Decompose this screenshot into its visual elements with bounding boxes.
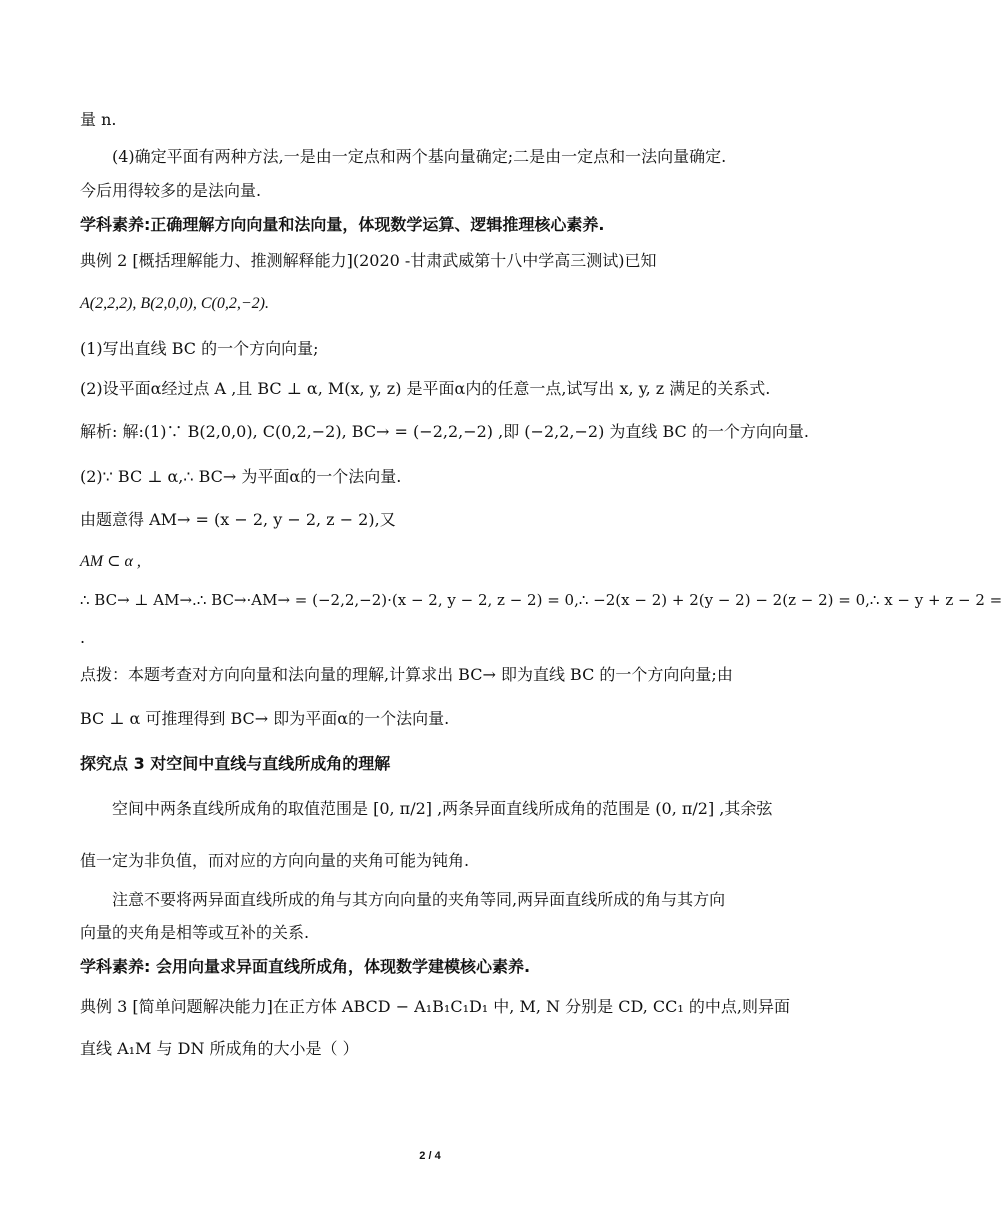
math-line: A(2,2,2), B(2,0,0), C(0,2,−2). [80,295,269,312]
text-line: 点拨：本题考查对方向向量和法向量的理解,计算求出 BC→ 即为直线 BC 的一个方向向量;由 [80,665,733,684]
example-heading: 典例 2 [概括理解能力、推测解释能力](2020 -甘肃武威第十八中学高三测试)已知 [80,251,657,270]
text-line: 注意不要将两异面直线所成的角与其方向向量的夹角等同,两异面直线所成的角与其方向 [112,890,726,909]
text-line: 直线 A₁M 与 DN 所成角的大小是（ ） [80,1039,359,1058]
example-heading: 典例 3 [简单问题解决能力]在正方体 ABCD − A₁B₁C₁D₁ 中, M, N 分别是 CD, CC₁ 的中点,则异面 [80,997,790,1016]
text-line: . [80,628,86,647]
page-number: 2 / 4 [419,1150,441,1162]
solution-line: 解析: 解:(1)∵ B(2,0,0), C(0,2,−2), BC→ = (−2,2,−2) ,即 (−2,2,−2) 为直线 BC 的一个方向向量. [80,422,809,441]
text-line: (2)∵ BC ⊥ α,∴ BC→ 为平面α的一个法向量. [80,467,402,486]
text-line: 向量的夹角是相等或互补的关系. [80,923,310,942]
math-line: AM ⊂ α , [80,553,141,570]
section-note: 学科素养:正确理解方向向量和法向量，体现数学运算、逻辑推理核心素养. [80,215,605,234]
text-line: (4)确定平面有两种方法,一是由一定点和两个基向量确定;二是由一定点和一法向量确定. [112,147,727,166]
text-line: BC ⊥ α 可推理得到 BC→ 即为平面α的一个法向量. [80,709,450,728]
text-line: 值一定为非负值，而对应的方向向量的夹角可能为钝角. [80,851,470,870]
text-line: 由题意得 AM→ = (x − 2, y − 2, z − 2),又 [80,510,396,529]
text-line: 空间中两条直线所成角的取值范围是 [0, π/2] ,两条异面直线所成角的范围是 (0, π/2] ,其余弦 [112,799,773,818]
text-line: 今后用得较多的是法向量. [80,181,262,200]
text-line: (1)写出直线 BC 的一个方向向量; [80,339,319,358]
text-line: (2)设平面α经过点 A ,且 BC ⊥ α, M(x, y, z) 是平面α内的任意一点,试写出 x, y, z 满足的关系式. [80,379,771,398]
text-line: 量 n. [80,110,117,129]
section-heading: 探究点 3 对空间中直线与直线所成角的理解 [80,754,391,773]
section-note: 学科素养: 会用向量求异面直线所成角，体现数学建模核心素养. [80,957,531,976]
math-line: ∴ BC→ ⊥ AM→.∴ BC→·AM→ = (−2,2,−2)·(x − 2, y − 2, z − 2) = 0,∴ −2(x − 2) + 2(y − 2) − 2(z − 2) = 0,∴ x − y + z − 2 = [80,591,1002,609]
